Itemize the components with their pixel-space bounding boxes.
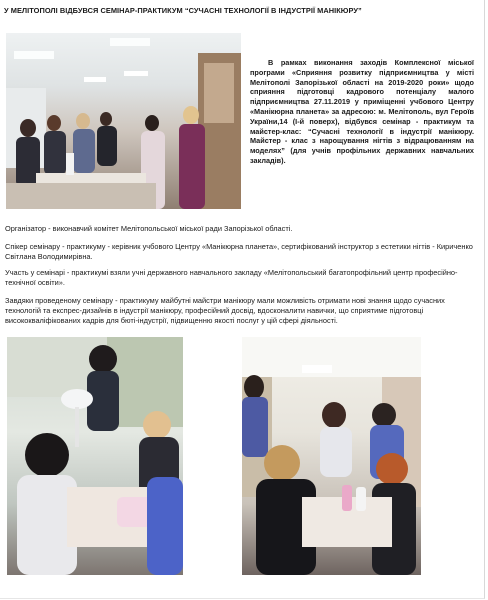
person-body xyxy=(73,129,95,173)
person-head xyxy=(244,375,264,399)
lamp-shade xyxy=(61,389,93,409)
article-title: У МЕЛІТОПОЛІ ВІДБУВСЯ СЕМІНАР-ПРАКТИКУМ “СУЧАСНІ ТЕХНОЛОГІЇ В ІНДУСТРІЇ МАНІКЮРУ” xyxy=(4,6,362,15)
participants-paragraph: Участь у семінарі - практикумі взяли учні державного навчального закладу «Мелітопольський багатопрофільний центр професійно- технічної освіти». xyxy=(5,268,458,287)
manicure-practice-photo-right xyxy=(242,337,421,575)
shelf-panel xyxy=(204,63,234,123)
person-head xyxy=(322,402,346,428)
ceiling-light xyxy=(302,365,332,373)
ceiling-light xyxy=(14,51,54,59)
person-body xyxy=(320,427,352,477)
ceiling-light xyxy=(124,71,148,76)
person-body xyxy=(179,124,205,209)
intro-paragraph: В рамках виконання заходів Комплексної міської програми «Сприяння розвитку підприємництва у місті Мелітополі Запорізької області на 2019-2020 роки» щодо сприяння підготовці кадрового потенціалу малого підприємництва 27.11.2019 у приміщенні учбового Центру «Манікюрна планета» за адресою: м. Мелітополь, вул Героїв України,14 (І-й поверх), відбувся семінар - практикум та майстер-клас: “Сучасні технології в індустрії манікюру. Майстер - клас з нарощування нігтів з відрацюванням на моделях” (для учнів профільних державних навчальних закладів). xyxy=(250,58,474,165)
person-head xyxy=(372,403,396,427)
person-sleeve xyxy=(147,477,183,575)
polish-bottle xyxy=(342,485,352,511)
manicure-practice-left-illustration xyxy=(7,337,183,575)
work-table xyxy=(36,173,146,183)
seminar-group-photo xyxy=(6,33,241,209)
person-head xyxy=(183,106,199,124)
seminar-group-photo-illustration xyxy=(6,33,241,209)
polish-bottle xyxy=(356,487,366,511)
organizer-paragraph: Організатор - виконавчий комітет Мелітопольської міської ради Запорізької області. xyxy=(5,224,293,233)
person-head xyxy=(100,112,112,126)
manicure-practice-photo-left xyxy=(7,337,183,575)
person-head xyxy=(25,433,69,477)
person-head xyxy=(143,411,171,439)
manicure-practice-right-illustration xyxy=(242,337,421,575)
results-paragraph: Завдяки проведеному семінару - практикуму майбутні майстри манікюру мали можливість отримати нові знання щодо сучасних технологій та експрес-дизайнів в індустрії манікюру, професійний досвід, вдосконалити навички, що сприятиме підготовці висококваліфікованих кадрів для бюті-індустрії, підвищенню якості послуг у цій сфері діяльності. xyxy=(5,296,445,325)
person-head xyxy=(89,345,117,373)
person-head xyxy=(20,119,36,137)
lamp-stand xyxy=(75,407,79,447)
ceiling-light xyxy=(84,77,106,82)
person-head xyxy=(47,115,61,131)
table-front xyxy=(6,183,156,209)
person-body xyxy=(242,397,268,457)
person-body xyxy=(44,131,66,175)
lamp xyxy=(66,153,74,175)
speaker-paragraph: Спікер семінару - практикуму - керівник учбового Центру «Манікюрна планета», сертифікований інструктор з естетики нігтів - Кириченко Світлана Володимирівна. xyxy=(5,242,473,261)
ceiling-light xyxy=(110,38,150,46)
person-head xyxy=(264,445,300,481)
person-body xyxy=(97,126,117,166)
person-head xyxy=(376,453,408,485)
person-head xyxy=(76,113,90,129)
person-head xyxy=(145,115,159,131)
